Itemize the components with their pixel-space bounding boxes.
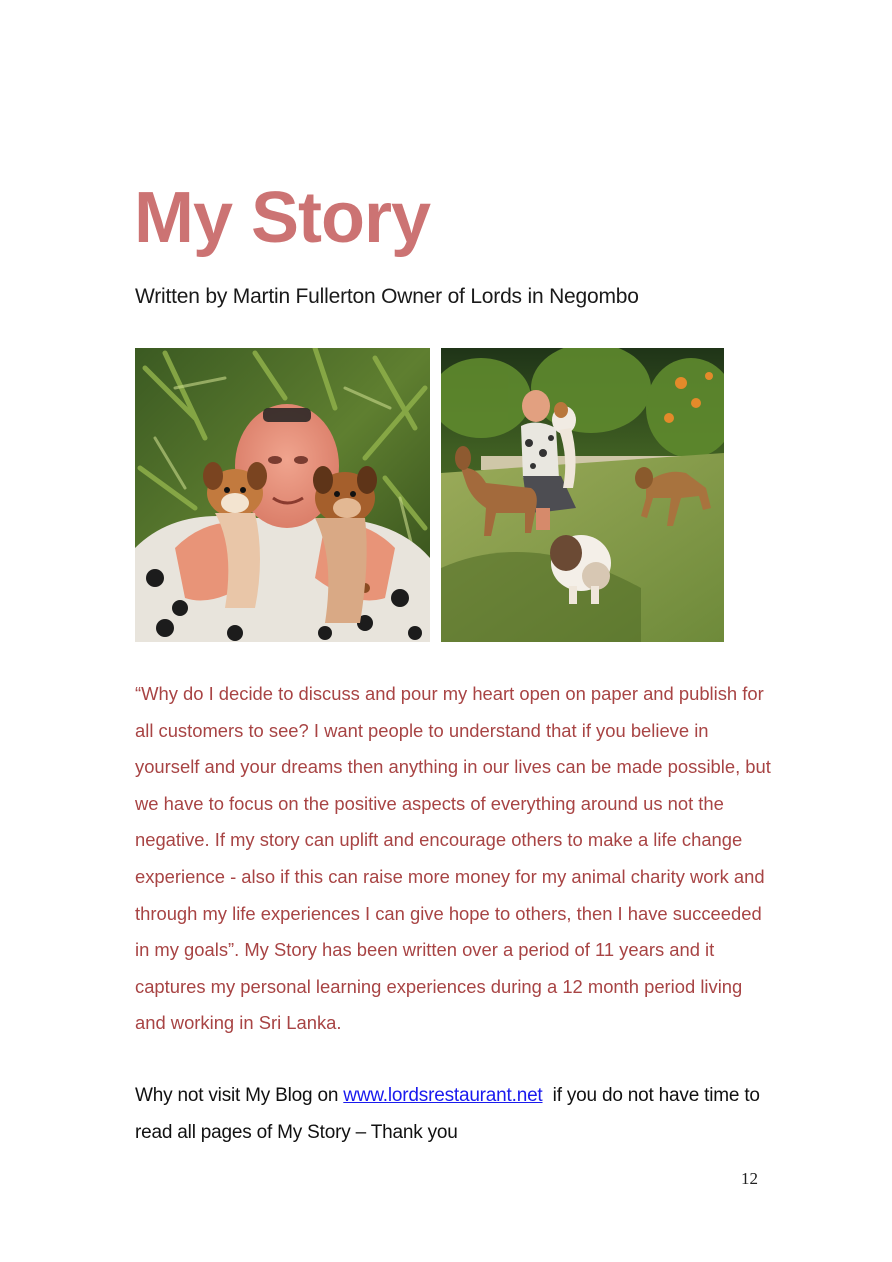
author-subtitle: Written by Martin Fullerton Owner of Lords in Negombo — [135, 285, 639, 308]
story-quote-paragraph: “Why do I decide to discuss and pour my heart open on paper and publish for all customers to see? I want people to understand that if you believe in yourself and your dreams then anything in our lives can be made possible, but we have to focus on the positive aspects of everything around us not the negative. If my story can uplift and encourage others to make a life change experience - also if this can raise more money for my animal charity work and through my life experiences I can give hope to others, then I have succeeded in my goals”. My Story has been written over a period of 11 years and it captures my personal learning experiences during a 12 month period living and working in Sri Lanka. — [135, 683, 771, 1034]
blog-link[interactable]: www.lordsrestaurant.net — [343, 1085, 543, 1106]
page-number: 12 — [741, 1169, 758, 1188]
photo-man-holding-two-puppies-icon — [135, 348, 430, 642]
page-title: My Story — [134, 178, 431, 258]
blog-call-to-action — [135, 1078, 775, 1151]
cta-text-before: Why not visit My Blog on — [135, 1085, 344, 1106]
photo-man-holding-puppies — [135, 348, 430, 642]
photo-man-with-dogs — [441, 348, 724, 642]
photo-man-with-dogs-in-garden-icon — [441, 348, 724, 642]
cta-text-after: if you do not have time to read all pages of My Story – Thank you — [135, 1085, 765, 1143]
